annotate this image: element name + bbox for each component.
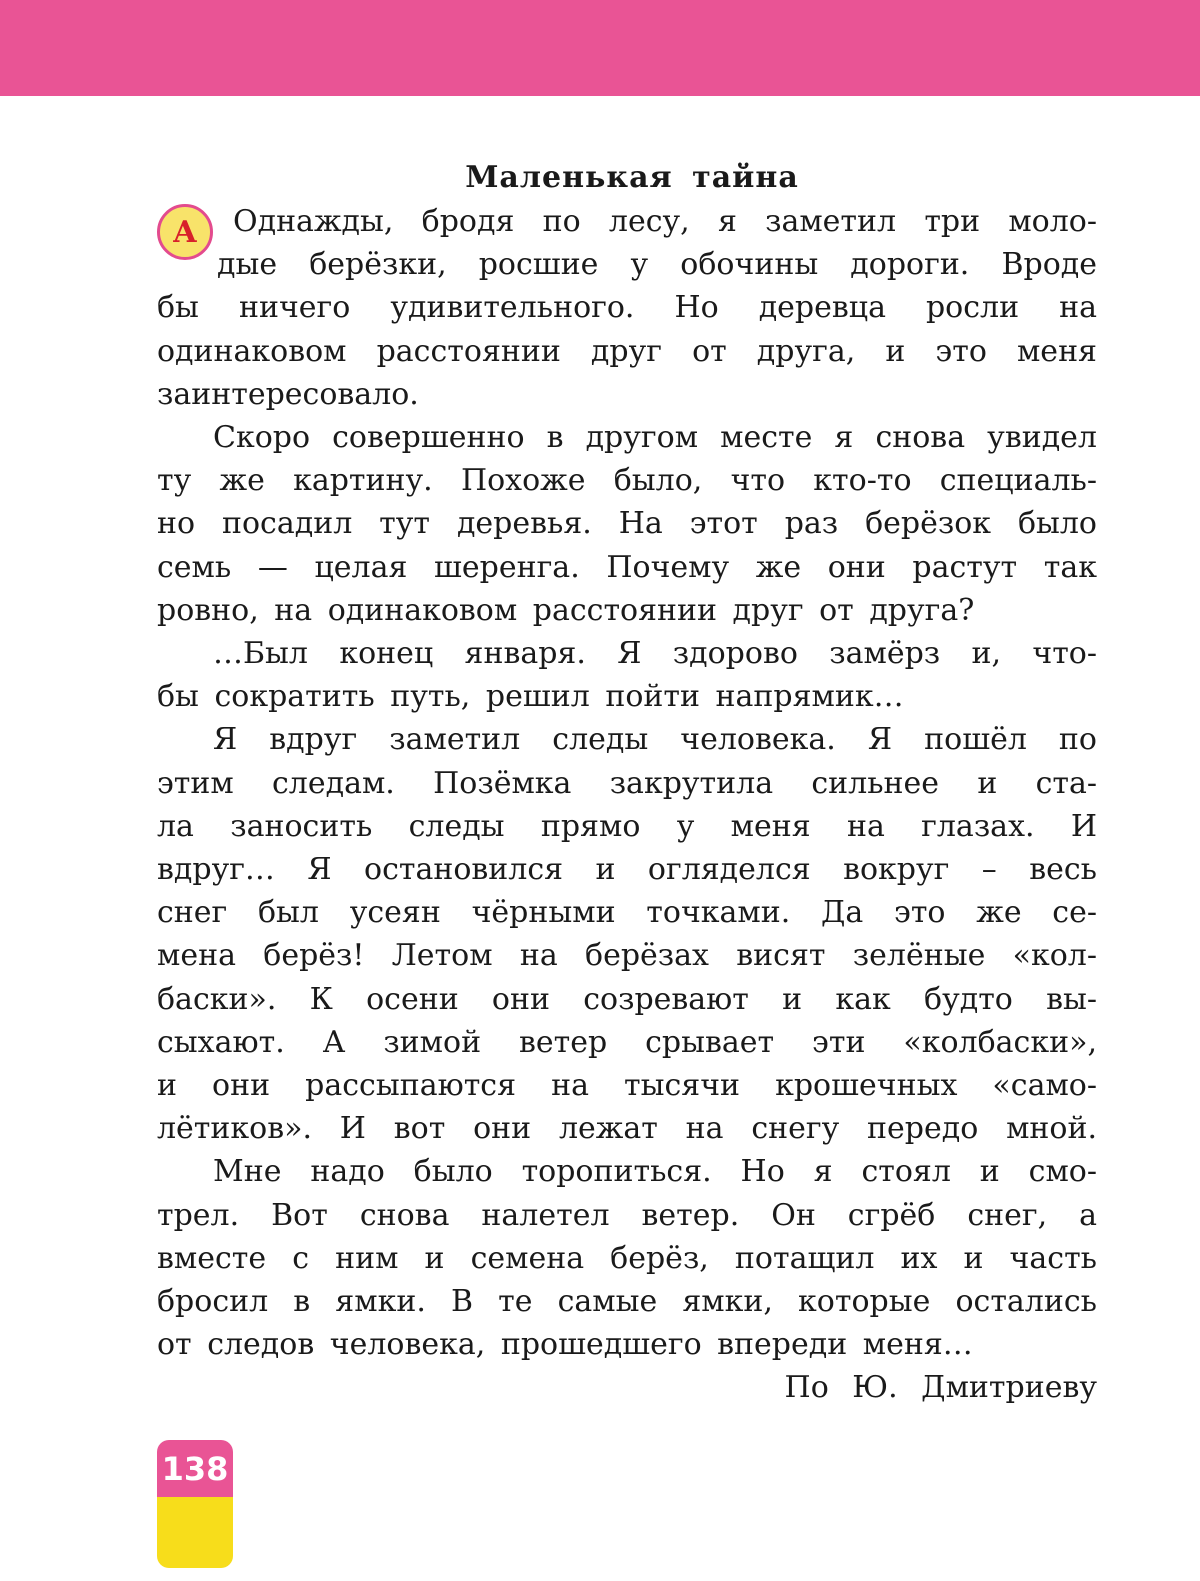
text-line: лётиков». И вот они лежат на снегу передо мной. xyxy=(157,1111,1097,1147)
page-number-tab xyxy=(157,1440,233,1568)
text-line: семь — целая шеренга. Почему же они растут так xyxy=(157,549,1097,585)
text-line: бросил в ямки. В те самые ямки, которые остались xyxy=(157,1284,1097,1320)
text-line: Однажды, бродя по лесу, я заметил три моло- xyxy=(233,204,1097,239)
text-line: Скоро совершенно в другом месте я снова увидел xyxy=(213,420,1097,456)
text-line: от следов человека, прошедшего впереди меня… xyxy=(157,1327,973,1363)
text-line: бы ничего удивительного. Но деревца росли на xyxy=(157,290,1097,326)
text-line: Мне надо было торопиться. Но я стоял и смо- xyxy=(213,1154,1097,1190)
text-line: баски». К осени они созревают и как будто вы- xyxy=(157,981,1097,1017)
text-line: мена берёз! Летом на берёзах висят зелёные «кол- xyxy=(157,938,1097,974)
text-line: одинаковом расстоянии друг от друга, и это меня xyxy=(157,333,1097,369)
text-line: …Был конец января. Я здорово замёрз и, что- xyxy=(213,636,1097,672)
text-line: снег был усеян чёрными точками. Да это же се- xyxy=(157,895,1097,931)
page-number: 138 xyxy=(157,1440,233,1497)
text-line: Я вдруг заметил следы человека. Я пошёл по xyxy=(213,722,1097,758)
text-line: сыхают. А зимой ветер срывает эти «колбаски», xyxy=(157,1024,1097,1060)
text-line: заинтересовало. xyxy=(157,376,419,412)
story-content xyxy=(157,150,1097,1410)
level-badge-label: А xyxy=(172,214,198,250)
header-band xyxy=(0,0,1200,96)
text-line: этим следам. Позёмка закрутила сильнее и ста- xyxy=(157,765,1097,801)
text-line: бы сократить путь, решил пойти напрямик… xyxy=(157,679,904,715)
story-text xyxy=(157,200,1097,1366)
text-line: и они рассыпаются на тысячи крошечных «само- xyxy=(157,1068,1097,1104)
page-tab-stripe xyxy=(157,1497,233,1568)
story-author: По Ю. Дмитриеву xyxy=(784,1370,1097,1406)
text-line: ту же картину. Похоже было, что кто-то специаль- xyxy=(157,463,1097,499)
story-title: Маленькая тайна xyxy=(465,160,799,195)
text-line: вдруг… Я остановился и огляделся вокруг – весь xyxy=(157,852,1097,888)
text-line: вместе с ним и семена берёз, потащил их и часть xyxy=(157,1240,1097,1276)
text-line: но посадил тут деревья. На этот раз берёзок было xyxy=(157,506,1097,542)
text-line: дые берёзки, росшие у обочины дороги. Вроде xyxy=(217,247,1097,283)
text-line: ровно, на одинаковом расстоянии друг от друга? xyxy=(157,592,975,628)
text-line: ла заносить следы прямо у меня на глазах. И xyxy=(157,808,1097,844)
text-line: трел. Вот снова налетел ветер. Он сгрёб снег, а xyxy=(157,1197,1097,1233)
